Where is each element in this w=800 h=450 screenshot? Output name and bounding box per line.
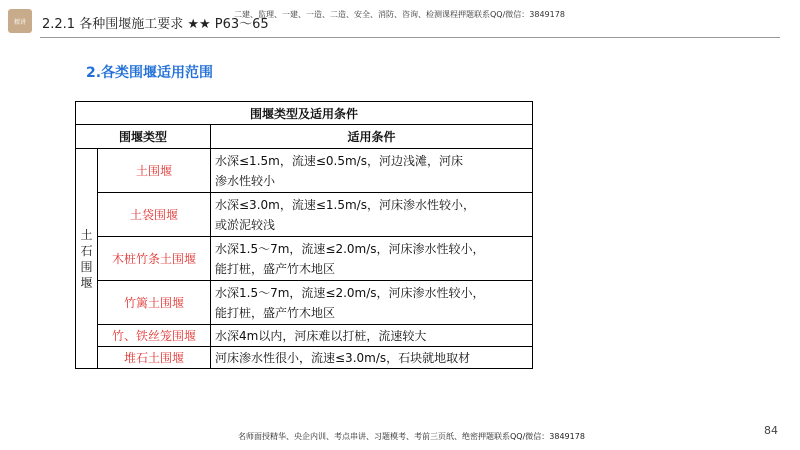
cofferdam-type-name: 竹篱土围堰 (98, 281, 211, 325)
condition-line: 或淤泥较浅 (215, 217, 276, 232)
table-row (76, 193, 533, 237)
cofferdam-type-name: 堆石土围堰 (98, 347, 211, 369)
table-row (76, 325, 533, 347)
table-row (76, 281, 533, 325)
column-header-condition: 适用条件 (211, 125, 533, 149)
table-row (76, 149, 533, 193)
group-label-char: 堰 (80, 275, 93, 290)
page-title: 2.2.1 各种围堰施工要求 ★★ P63～65 (42, 17, 269, 32)
cofferdam-type-name: 土围堰 (98, 149, 211, 193)
column-header-type: 围堰类型 (76, 125, 211, 149)
cofferdam-condition (211, 149, 533, 193)
cofferdam-type-name: 土袋围堰 (98, 193, 211, 237)
table-title-row (76, 102, 533, 125)
condition-line: 水深≤1.5m，流速≤0.5m/s，河边浅滩，河床 (215, 153, 463, 168)
group-label-earth-rock (76, 149, 98, 369)
cofferdam-condition (211, 325, 533, 347)
table-row (76, 347, 533, 369)
footer-contact-note: 名师面授精华、央企内训、考点串讲、习题模考、考前三页纸、绝密押题联系QQ/微信：3849178 (238, 432, 585, 441)
table-row (76, 237, 533, 281)
condition-line: 水深4m以内，河床难以打桩，流速较大 (215, 328, 427, 343)
condition-line: 水深1.5～7m，流速≤2.0m/s，河床渗水性较小， (215, 285, 485, 300)
condition-line: 水深1.5～7m，流速≤2.0m/s，河床渗水性较小， (215, 241, 485, 256)
condition-line: 水深≤3.0m，流速≤1.5m/s，河床渗水性较小， (215, 197, 475, 212)
group-label-char: 土 (80, 227, 93, 242)
group-label-char: 石 (80, 243, 93, 258)
condition-line: 渗水性较小 (215, 173, 276, 188)
cofferdam-condition (211, 237, 533, 281)
section-heading: 2.各类围堰适用范围 (86, 65, 214, 81)
group-label-char: 围 (80, 259, 93, 274)
cofferdam-type-name: 竹、铁丝笼围堰 (98, 325, 211, 347)
logo: 精讲 (8, 9, 32, 33)
condition-line: 能打桩，盛产竹木地区 (215, 305, 336, 320)
header-contact-note: 二建、监理、一建、一造、二造、安全、消防、咨询、检测课程押题联系QQ/微信：3849178 (234, 10, 565, 19)
cofferdam-condition (211, 193, 533, 237)
condition-line: 能打桩，盛产竹木地区 (215, 261, 336, 276)
cofferdam-table (75, 101, 533, 369)
condition-line: 河床渗水性很小，流速≤3.0m/s，石块就地取材 (215, 350, 471, 365)
table-title: 围堰类型及适用条件 (76, 102, 533, 125)
cofferdam-condition (211, 281, 533, 325)
cofferdam-type-name: 木桩竹条土围堰 (98, 237, 211, 281)
header-divider (40, 37, 780, 38)
cofferdam-condition (211, 347, 533, 369)
page-number: 84 (764, 424, 778, 437)
table-header-row (76, 125, 533, 149)
